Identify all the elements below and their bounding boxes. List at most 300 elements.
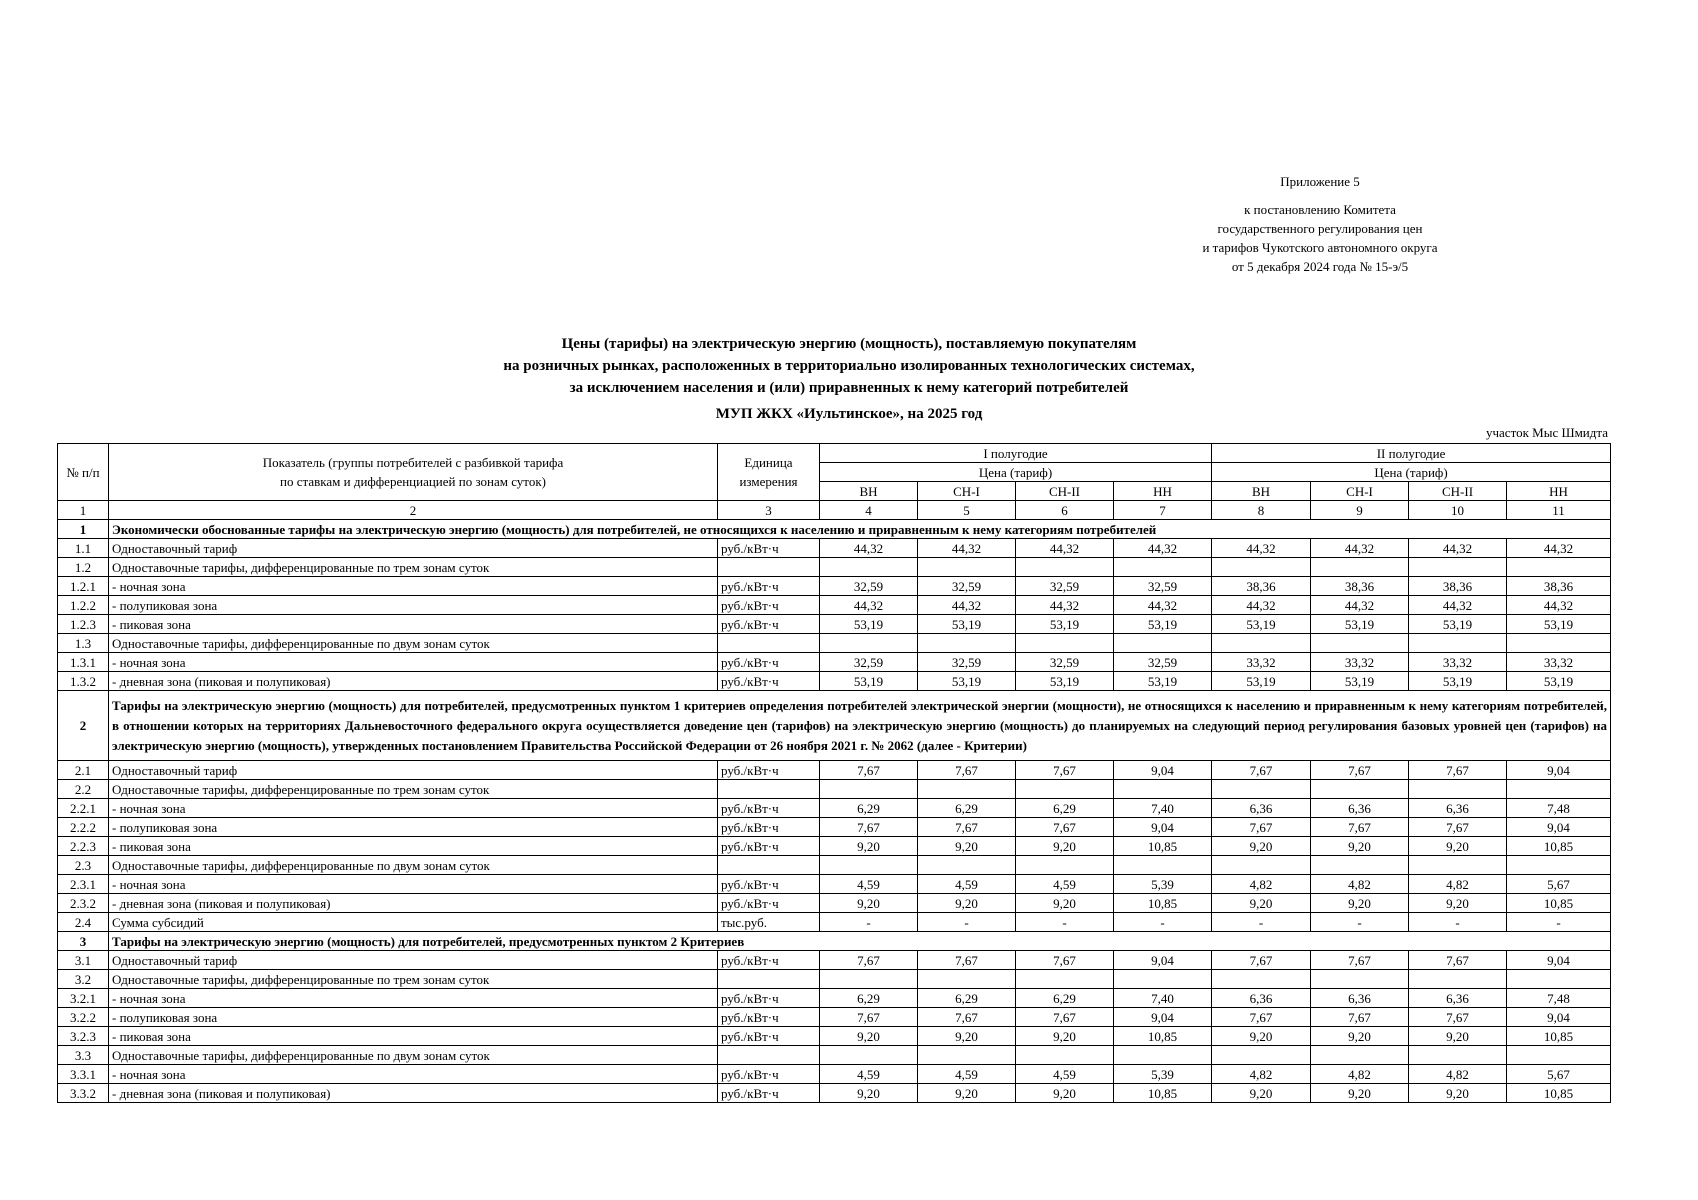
row-unit: руб./кВт·ч — [718, 951, 820, 970]
tariff-value: 44,32 — [1507, 596, 1611, 615]
table-row — [58, 894, 1611, 913]
header-column-index: 2 — [109, 501, 718, 520]
tariff-value: 53,19 — [918, 672, 1016, 691]
tariff-value: 32,59 — [820, 653, 918, 672]
tariff-value: 33,32 — [1409, 653, 1507, 672]
tariff-value: 44,32 — [820, 596, 918, 615]
tariff-value: 32,59 — [1114, 653, 1212, 672]
tariff-value — [1016, 558, 1114, 577]
tariff-value: 6,29 — [918, 989, 1016, 1008]
tariff-value: 6,36 — [1409, 799, 1507, 818]
row-unit: руб./кВт·ч — [718, 1084, 820, 1103]
tariff-value: 33,32 — [1311, 653, 1409, 672]
tariff-value — [918, 970, 1016, 989]
tariff-value: 53,19 — [1507, 615, 1611, 634]
tariff-value — [1311, 558, 1409, 577]
header-level: НН — [1507, 482, 1611, 501]
tariff-value — [820, 1046, 918, 1065]
row-number: 1.2.2 — [58, 596, 109, 615]
tariff-value: 38,36 — [1212, 577, 1311, 596]
tariff-value: 53,19 — [1016, 672, 1114, 691]
table-row — [58, 691, 1611, 761]
tariff-value: 10,85 — [1507, 1027, 1611, 1046]
tariff-value: - — [1212, 913, 1311, 932]
tariff-value: 9,04 — [1507, 818, 1611, 837]
tariff-value: - — [1507, 913, 1611, 932]
tariff-value: 7,67 — [918, 818, 1016, 837]
tariff-value: 7,67 — [918, 951, 1016, 970]
tariff-value — [918, 856, 1016, 875]
tariff-value — [1212, 856, 1311, 875]
row-unit — [718, 970, 820, 989]
header-column-index: 8 — [1212, 501, 1311, 520]
tariff-value — [1016, 1046, 1114, 1065]
tariff-value: 7,40 — [1114, 989, 1212, 1008]
tariff-value — [1114, 558, 1212, 577]
tariff-value: 6,36 — [1311, 989, 1409, 1008]
tariff-value: 7,67 — [1311, 1008, 1409, 1027]
tariff-value: 6,29 — [1016, 799, 1114, 818]
table-row — [58, 520, 1611, 539]
tariff-value: - — [1114, 913, 1212, 932]
header-level: СН-I — [918, 482, 1016, 501]
tariff-value: 44,32 — [1311, 539, 1409, 558]
organization-title: МУП ЖКХ «Иультинское», на 2025 год — [715, 406, 983, 422]
row-number: 1.2 — [58, 558, 109, 577]
row-number: 2.3.2 — [58, 894, 109, 913]
tariff-value: 9,20 — [1311, 1084, 1409, 1103]
tariff-value — [918, 558, 1016, 577]
header-num: № п/п — [58, 444, 109, 501]
tariff-value — [1114, 1046, 1212, 1065]
tariff-value: 7,67 — [820, 1008, 918, 1027]
row-unit: руб./кВт·ч — [718, 761, 820, 780]
tariff-value: 53,19 — [820, 615, 918, 634]
header-column-index: 11 — [1507, 501, 1611, 520]
row-unit: руб./кВт·ч — [718, 799, 820, 818]
appendix-title: Приложение 5 — [1280, 174, 1360, 189]
appendix-block — [1150, 172, 1490, 276]
tariff-value: 53,19 — [1114, 615, 1212, 634]
tariff-value — [1409, 970, 1507, 989]
row-number: 2.2.2 — [58, 818, 109, 837]
row-unit: руб./кВт·ч — [718, 1065, 820, 1084]
title-line: за исключением населения и (или) приравненных к нему категорий потребителей — [569, 380, 1129, 396]
table-row — [58, 539, 1611, 558]
table-row — [58, 970, 1611, 989]
tariff-value: 9,20 — [1311, 1027, 1409, 1046]
appendix-line: к постановлению Комитета — [1244, 202, 1396, 217]
table-row — [58, 653, 1611, 672]
tariff-value — [1311, 1046, 1409, 1065]
tariff-value: 4,59 — [820, 875, 918, 894]
row-number: 2.2.1 — [58, 799, 109, 818]
tariff-value: 7,67 — [1212, 1008, 1311, 1027]
header-half1: I полугодие — [820, 444, 1212, 463]
header-column-index: 1 — [58, 501, 109, 520]
tariff-value: 7,67 — [1016, 818, 1114, 837]
tariff-value: 9,04 — [1507, 1008, 1611, 1027]
row-indicator: Одноставочные тарифы, дифференцированные по двум зонам суток — [109, 856, 718, 875]
tariff-value: 7,67 — [820, 818, 918, 837]
row-number: 1.2.1 — [58, 577, 109, 596]
tariff-value: 9,20 — [1409, 894, 1507, 913]
header-level: ВН — [820, 482, 918, 501]
tariff-value: 10,85 — [1507, 837, 1611, 856]
tariff-value: 4,82 — [1311, 875, 1409, 894]
tariff-value: 5,39 — [1114, 875, 1212, 894]
tariff-value: 9,04 — [1114, 818, 1212, 837]
tariff-value: 7,67 — [1311, 951, 1409, 970]
tariff-value: 44,32 — [1114, 596, 1212, 615]
header-level: СН-I — [1311, 482, 1409, 501]
tariff-value — [1507, 970, 1611, 989]
tariff-value — [918, 780, 1016, 799]
tariff-value — [1114, 634, 1212, 653]
row-indicator: - пиковая зона — [109, 1027, 718, 1046]
tariff-value: 7,67 — [918, 761, 1016, 780]
tariff-value — [1114, 856, 1212, 875]
tariff-value — [820, 634, 918, 653]
row-number: 3.2 — [58, 970, 109, 989]
row-number: 3.3 — [58, 1046, 109, 1065]
tariff-value — [1409, 558, 1507, 577]
tariff-value — [1507, 780, 1611, 799]
tariff-value: 53,19 — [1409, 615, 1507, 634]
tariff-value: 9,20 — [1409, 1084, 1507, 1103]
row-number: 2 — [58, 691, 109, 761]
row-unit: руб./кВт·ч — [718, 875, 820, 894]
tariff-value: 4,82 — [1311, 1065, 1409, 1084]
tariff-value — [1212, 970, 1311, 989]
row-unit: руб./кВт·ч — [718, 672, 820, 691]
row-indicator: - ночная зона — [109, 653, 718, 672]
tariff-value: 7,48 — [1507, 989, 1611, 1008]
tariff-value: 9,20 — [820, 894, 918, 913]
tariff-value: 9,20 — [918, 1084, 1016, 1103]
tariff-value: 4,82 — [1212, 1065, 1311, 1084]
tariff-value: 32,59 — [1114, 577, 1212, 596]
title-line: на розничных рынках, расположенных в территориально изолированных технологических системах, — [503, 358, 1195, 374]
tariff-value — [918, 1046, 1016, 1065]
tariff-value: 53,19 — [1114, 672, 1212, 691]
tariff-value: 7,67 — [1409, 761, 1507, 780]
row-number: 1.2.3 — [58, 615, 109, 634]
tariff-value: 6,36 — [1409, 989, 1507, 1008]
row-indicator: Сумма субсидий — [109, 913, 718, 932]
header-column-index: 4 — [820, 501, 918, 520]
table-row — [58, 856, 1611, 875]
tariff-value: 44,32 — [820, 539, 918, 558]
tariff-value: - — [1016, 913, 1114, 932]
row-indicator: - пиковая зона — [109, 837, 718, 856]
tariff-value — [1311, 856, 1409, 875]
appendix-line: и тарифов Чукотского автономного округа — [1202, 240, 1438, 255]
row-number: 2.4 — [58, 913, 109, 932]
row-number: 3.2.3 — [58, 1027, 109, 1046]
row-unit — [718, 634, 820, 653]
tariff-value: 4,59 — [820, 1065, 918, 1084]
row-unit: руб./кВт·ч — [718, 989, 820, 1008]
tariff-value — [1507, 634, 1611, 653]
tariff-value — [1016, 970, 1114, 989]
row-unit: руб./кВт·ч — [718, 1027, 820, 1046]
header-price: Цена (тариф) — [820, 463, 1212, 482]
header-column-index: 3 — [718, 501, 820, 520]
table-row — [58, 989, 1611, 1008]
tariff-value: 10,85 — [1507, 894, 1611, 913]
tariff-value: 7,67 — [1016, 1008, 1114, 1027]
tariff-value: 9,20 — [918, 1027, 1016, 1046]
header-price: Цена (тариф) — [1212, 463, 1611, 482]
row-unit: руб./кВт·ч — [718, 653, 820, 672]
row-number: 2.3.1 — [58, 875, 109, 894]
header-column-index: 10 — [1409, 501, 1507, 520]
tariff-value — [820, 780, 918, 799]
tariff-value: 4,82 — [1212, 875, 1311, 894]
tariff-value — [1212, 634, 1311, 653]
tariff-value: 5,67 — [1507, 875, 1611, 894]
tariff-value: 6,36 — [1212, 799, 1311, 818]
tariff-value: 53,19 — [1409, 672, 1507, 691]
tariff-value: 9,20 — [1016, 1084, 1114, 1103]
header-level: НН — [1114, 482, 1212, 501]
tariff-value: 32,59 — [1016, 653, 1114, 672]
row-indicator: Одноставочный тариф — [109, 951, 718, 970]
tariff-value: 9,20 — [820, 1027, 918, 1046]
row-indicator: - дневная зона (пиковая и полупиковая) — [109, 894, 718, 913]
tariff-value — [1311, 634, 1409, 653]
tariff-value: - — [1311, 913, 1409, 932]
tariff-value: 9,04 — [1114, 1008, 1212, 1027]
tariff-value: 33,32 — [1507, 653, 1611, 672]
tariff-value: 4,59 — [918, 1065, 1016, 1084]
tariff-value: 6,36 — [1311, 799, 1409, 818]
row-number: 2.2.3 — [58, 837, 109, 856]
tariff-value — [1507, 856, 1611, 875]
tariff-value — [1409, 780, 1507, 799]
row-indicator: Одноставочные тарифы, дифференцированные по трем зонам суток — [109, 780, 718, 799]
tariff-value: 9,04 — [1114, 951, 1212, 970]
tariff-value: 44,32 — [1212, 596, 1311, 615]
tariff-value: 44,32 — [1114, 539, 1212, 558]
tariff-value: 9,20 — [820, 1084, 918, 1103]
tariff-value: 7,40 — [1114, 799, 1212, 818]
tariff-value: 44,32 — [1311, 596, 1409, 615]
section-title: Тарифы на электрическую энергию (мощность) для потребителей, предусмотренных пунктом 1 критериев определения потребителей электрической энергии (мощности), не относящихся к населению и приравненным к нему категориям потребителей, в отношении которых на территориях Дальневосточного федерального округа осуществляется доведение цен (тарифов) на электрическую энергию (мощность) до планируемых на следующий период регулирования базовых уровней цен (тарифов) на электрическую энергию (мощность), утвержденных постановлением Правительства Российской Федерации от 26 ноября 2021 г. № 2062 (далее - Критерии) — [109, 691, 1611, 761]
header-index-row — [58, 501, 1611, 520]
header-level: СН-II — [1409, 482, 1507, 501]
tariff-value: 4,59 — [918, 875, 1016, 894]
tariff-value: 32,59 — [918, 577, 1016, 596]
tariff-value — [1212, 780, 1311, 799]
tariff-value: - — [1409, 913, 1507, 932]
tariff-value — [1507, 1046, 1611, 1065]
header-column-index: 7 — [1114, 501, 1212, 520]
tariff-value: 9,20 — [1212, 837, 1311, 856]
row-unit: руб./кВт·ч — [718, 577, 820, 596]
tariff-value: 44,32 — [1507, 539, 1611, 558]
tariff-value: 44,32 — [918, 596, 1016, 615]
site-note: участок Мыс Шмидта — [1486, 425, 1608, 440]
table-row — [58, 951, 1611, 970]
tariff-value: 4,59 — [1016, 1065, 1114, 1084]
row-indicator: - ночная зона — [109, 577, 718, 596]
tariff-value: 44,32 — [1212, 539, 1311, 558]
section-title: Тарифы на электрическую энергию (мощность) для потребителей, предусмотренных пунктом 2 Критериев — [109, 932, 1611, 951]
table-row — [58, 1065, 1611, 1084]
tariff-value — [1016, 856, 1114, 875]
tariff-value — [1016, 780, 1114, 799]
tariff-value: 6,36 — [1212, 989, 1311, 1008]
tariff-value: 9,20 — [1016, 894, 1114, 913]
tariff-value: 9,20 — [1212, 1084, 1311, 1103]
tariff-value: 38,36 — [1311, 577, 1409, 596]
tariff-value: 9,04 — [1507, 951, 1611, 970]
appendix-line: от 5 декабря 2024 года № 15-э/5 — [1231, 259, 1409, 274]
tariff-value: 32,59 — [918, 653, 1016, 672]
tariff-value: 9,04 — [1114, 761, 1212, 780]
row-indicator: - ночная зона — [109, 799, 718, 818]
tariff-value: 9,20 — [1409, 837, 1507, 856]
tariff-value: 9,20 — [1016, 1027, 1114, 1046]
table-row — [58, 913, 1611, 932]
tariff-value: 7,67 — [1212, 951, 1311, 970]
tariff-value: 53,19 — [1016, 615, 1114, 634]
row-indicator: Одноставочные тарифы, дифференцированные по трем зонам суток — [109, 558, 718, 577]
row-indicator: - пиковая зона — [109, 615, 718, 634]
table-row — [58, 1008, 1611, 1027]
tariff-value: 53,19 — [1311, 672, 1409, 691]
tariff-value — [1409, 856, 1507, 875]
tariff-value — [1311, 970, 1409, 989]
tariff-value: 9,20 — [820, 837, 918, 856]
table-row — [58, 672, 1611, 691]
table-row — [58, 615, 1611, 634]
row-indicator: - ночная зона — [109, 1065, 718, 1084]
row-unit: тыс.руб. — [718, 913, 820, 932]
tariff-value: 7,67 — [1311, 761, 1409, 780]
header-indicator: Показатель (группы потребителей с разбивкой тарифа по ставкам и дифференциацией по зонам суток) — [109, 444, 718, 501]
tariff-value: 9,04 — [1507, 761, 1611, 780]
tariff-value: 9,20 — [1311, 837, 1409, 856]
row-indicator: Одноставочные тарифы, дифференцированные по трем зонам суток — [109, 970, 718, 989]
header-column-index: 6 — [1016, 501, 1114, 520]
table-row — [58, 780, 1611, 799]
row-number: 3.3.1 — [58, 1065, 109, 1084]
row-unit: руб./кВт·ч — [718, 1008, 820, 1027]
section-title: Экономически обоснованные тарифы на электрическую энергию (мощность) для потребителей, не относящихся к населению и приравненным к нему категориям потребителей — [109, 520, 1611, 539]
tariff-value: 44,32 — [918, 539, 1016, 558]
tariff-value: 44,32 — [1016, 596, 1114, 615]
tariff-table — [57, 443, 1611, 1103]
table-row — [58, 1084, 1611, 1103]
table-row — [58, 634, 1611, 653]
table-row — [58, 1046, 1611, 1065]
tariff-value: 6,29 — [1016, 989, 1114, 1008]
tariff-value: 4,59 — [1016, 875, 1114, 894]
row-number: 1.3 — [58, 634, 109, 653]
tariff-value: 7,67 — [1212, 818, 1311, 837]
tariff-value — [1311, 780, 1409, 799]
row-unit: руб./кВт·ч — [718, 894, 820, 913]
tariff-value: 53,19 — [1311, 615, 1409, 634]
row-number: 3.2.2 — [58, 1008, 109, 1027]
tariff-value — [1114, 780, 1212, 799]
row-indicator: - полупиковая зона — [109, 1008, 718, 1027]
tariff-value — [1409, 634, 1507, 653]
tariff-value: 33,32 — [1212, 653, 1311, 672]
tariff-value: 53,19 — [1212, 615, 1311, 634]
row-indicator: Одноставочный тариф — [109, 539, 718, 558]
row-indicator: Одноставочные тарифы, дифференцированные по двум зонам суток — [109, 1046, 718, 1065]
tariff-value: 10,85 — [1114, 1027, 1212, 1046]
tariff-value: 44,32 — [1409, 596, 1507, 615]
tariff-value: 7,67 — [1212, 761, 1311, 780]
row-number: 3.1 — [58, 951, 109, 970]
header-column-index: 5 — [918, 501, 1016, 520]
row-indicator: - полупиковая зона — [109, 596, 718, 615]
row-unit — [718, 780, 820, 799]
tariff-value: 7,67 — [1016, 951, 1114, 970]
table-row — [58, 577, 1611, 596]
tariff-value: 32,59 — [1016, 577, 1114, 596]
tariff-value: - — [918, 913, 1016, 932]
row-indicator: Одноставочные тарифы, дифференцированные по двум зонам суток — [109, 634, 718, 653]
tariff-value: 10,85 — [1507, 1084, 1611, 1103]
row-number: 1.3.1 — [58, 653, 109, 672]
row-indicator: - полупиковая зона — [109, 818, 718, 837]
tariff-value: 38,36 — [1409, 577, 1507, 596]
document-title — [0, 333, 1698, 425]
title-line: Цены (тарифы) на электрическую энергию (мощность), поставляемую покупателям — [561, 336, 1137, 352]
tariff-value — [820, 558, 918, 577]
table-row — [58, 761, 1611, 780]
row-number: 2.2 — [58, 780, 109, 799]
tariff-value: 7,67 — [1409, 818, 1507, 837]
tariff-value: 44,32 — [1409, 539, 1507, 558]
tariff-value: 6,29 — [820, 989, 918, 1008]
tariff-value — [820, 970, 918, 989]
row-number: 3 — [58, 932, 109, 951]
row-number: 3.3.2 — [58, 1084, 109, 1103]
row-unit: руб./кВт·ч — [718, 539, 820, 558]
tariff-value — [1212, 558, 1311, 577]
row-unit: руб./кВт·ч — [718, 837, 820, 856]
tariff-value — [1212, 1046, 1311, 1065]
tariff-value: 6,29 — [918, 799, 1016, 818]
tariff-value: 10,85 — [1114, 1084, 1212, 1103]
tariff-value: 44,32 — [1016, 539, 1114, 558]
tariff-value — [820, 856, 918, 875]
row-number: 1 — [58, 520, 109, 539]
tariff-value: 7,67 — [820, 951, 918, 970]
table-body — [58, 520, 1611, 1103]
tariff-value: 9,20 — [918, 894, 1016, 913]
tariff-value: 10,85 — [1114, 837, 1212, 856]
header-unit: Единица измерения — [718, 444, 820, 501]
tariff-value: 53,19 — [918, 615, 1016, 634]
table-row — [58, 875, 1611, 894]
row-number: 1.3.2 — [58, 672, 109, 691]
tariff-value: 7,67 — [1311, 818, 1409, 837]
row-number: 2.3 — [58, 856, 109, 875]
appendix-line: государственного регулирования цен — [1217, 221, 1423, 236]
tariff-value: 7,48 — [1507, 799, 1611, 818]
row-indicator: - ночная зона — [109, 989, 718, 1008]
tariff-value: 9,20 — [1212, 1027, 1311, 1046]
tariff-value: 7,67 — [1409, 1008, 1507, 1027]
